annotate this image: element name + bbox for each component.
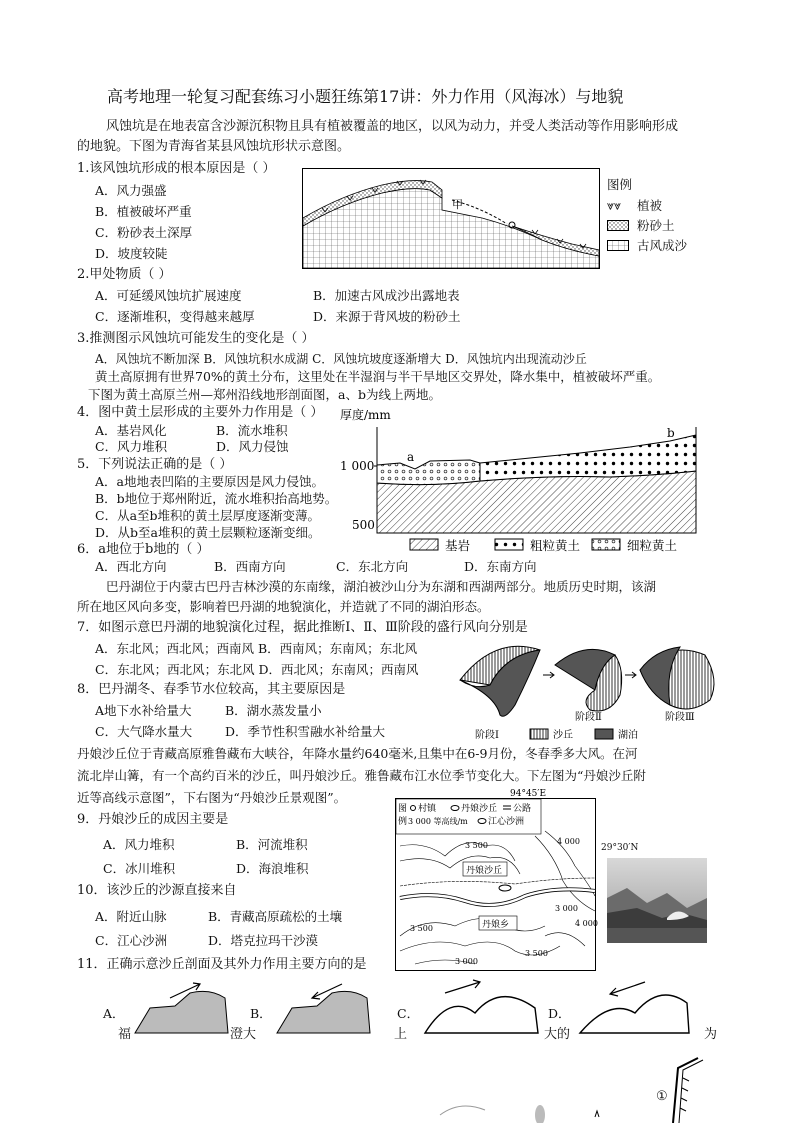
fig4-contour-label-3: 4 000 <box>575 919 598 928</box>
q4-option-b[interactable]: B．流水堆积 <box>216 423 288 438</box>
q5-option-a[interactable]: A．a地地表凹陷的主要原因是风力侵蚀。 <box>95 474 324 489</box>
fig4-label-village: 丹娘乡 <box>482 920 510 930</box>
q2-stem: 2.甲处物质（ ） <box>77 267 172 282</box>
fig2-legend-coarse: 粗粒黄土 <box>530 538 581 553</box>
fig2-tick-500: 500 <box>352 518 375 532</box>
q9-option-d[interactable]: D．海浪堆积 <box>236 861 309 876</box>
fig4-legend-village: 村镇 <box>418 804 437 814</box>
fig1-legend-sand: 古风成沙 <box>637 238 688 253</box>
fig2-ylabel: 厚度/mm <box>340 408 391 422</box>
q2-option-a[interactable]: A．可延缓风蚀坑扩展速度 <box>95 288 242 303</box>
q5-option-b[interactable]: B．b地位于郑州附近，流水堆积抬高地势。 <box>95 491 338 506</box>
fig4-latitude: 29°30′N <box>601 843 639 853</box>
q8-option-c[interactable]: C．大气降水量大 <box>95 724 193 739</box>
loess-profile-figure <box>330 405 720 555</box>
fig4-contour-label-5: 3 500 <box>525 949 548 958</box>
cutoff-fragment-2: 澄大 <box>230 1027 257 1042</box>
q9-stem: 9．丹娘沙丘的成因主要是 <box>77 812 229 827</box>
q5-option-d[interactable]: D．从b至a堆积的黄土层颗粒逐渐变细。 <box>95 525 321 540</box>
fig3-stage-3: 阶段Ⅲ <box>665 712 695 723</box>
q6-option-a[interactable]: A．西北方向 <box>95 559 167 574</box>
q11-option-d[interactable]: D． <box>548 1006 571 1021</box>
q8-option-b[interactable]: B．湖水蒸发量小 <box>225 703 322 718</box>
partial-bottom-figure <box>430 1085 630 1123</box>
fig4-legend-road: 公路 <box>513 804 532 814</box>
q7-options-line1[interactable]: A．东北风；西北风；西南风 B．西南风；东南风；东北风 <box>95 641 418 656</box>
fig4-label-dune: 丹娘沙丘 <box>466 866 503 876</box>
cutoff-fragment-1: 福 <box>118 1027 132 1042</box>
intro3-line1: 巴丹湖位于内蒙古巴丹吉林沙漠的东南缘，湖泊被沙山分为东湖和西湖两部分。地质历史时期，该湖 <box>106 579 657 594</box>
fig4-legend-contour: 3 000 等高线/m <box>408 817 468 826</box>
q4-option-a[interactable]: A．基岩风化 <box>95 423 167 438</box>
corner-mark: ① <box>656 1089 668 1104</box>
q2-option-c[interactable]: C．逐渐堆积，变得越来越厚 <box>95 309 255 324</box>
q6-option-b[interactable]: B．西南方向 <box>214 559 286 574</box>
intro4-line3: 近等高线示意图”，下右图为“丹娘沙丘景观图”。 <box>77 790 347 805</box>
fig4-contour-label-1: 3 500 <box>465 841 488 850</box>
q11-profile-d <box>575 978 700 1038</box>
q8-option-a[interactable]: A地下水补给量大 <box>95 703 192 718</box>
fig3-legend-dune: 沙丘 <box>553 730 573 741</box>
q11-option-a[interactable]: A． <box>103 1006 125 1021</box>
q10-option-b[interactable]: B．青藏高原疏松的土壤 <box>208 909 343 924</box>
q4-stem: 4．图中黄土层形成的主要外力作用是（ ） <box>77 405 324 420</box>
q4-option-d[interactable]: D．风力侵蚀 <box>216 439 289 454</box>
fig4-contour-label-4: 3 500 <box>410 924 433 933</box>
fig1-legend <box>607 176 717 256</box>
partial-cliff-figure <box>668 1058 718 1123</box>
lake-evolution-figure <box>455 635 725 745</box>
q10-stem: 10．该沙丘的沙源直接来自 <box>77 883 237 898</box>
q9-option-b[interactable]: B．河流堆积 <box>236 837 308 852</box>
q10-option-a[interactable]: A．附近山脉 <box>95 909 167 924</box>
q11-profile-b <box>272 978 387 1038</box>
q1-option-d[interactable]: D．坡度较陡 <box>95 246 168 261</box>
fig4-contour-label-7: 3 000 <box>555 904 578 913</box>
fig3-legend-lake: 湖泊 <box>618 730 638 741</box>
q10-option-c[interactable]: C．江心沙洲 <box>95 933 168 948</box>
q11-option-b[interactable]: B． <box>250 1006 272 1021</box>
contour-map-figure <box>395 786 600 972</box>
q1-option-a[interactable]: A．风力强盛 <box>95 183 167 198</box>
q11-profile-a <box>130 978 245 1038</box>
q10-option-d[interactable]: D．塔克拉玛干沙漠 <box>208 933 319 948</box>
q1-option-c[interactable]: C．粉砂表土深厚 <box>95 225 193 240</box>
intro4-line2: 流北岸山篝，有一个高约百米的沙丘，叫丹娘沙丘。雅鲁藏布江水位季节变化大。下左图为“丹娘沙丘附 <box>77 768 646 783</box>
fig4-contour-label-6: 3 000 <box>455 957 478 966</box>
fig1-legend-vegetation: 植被 <box>637 198 663 213</box>
fig1-legend-silt: 粉砂土 <box>637 218 675 233</box>
q6-option-d[interactable]: D．东南方向 <box>464 559 537 574</box>
cutoff-fragment-4: 大的 <box>544 1027 571 1042</box>
q9-option-c[interactable]: C．冰川堆积 <box>103 861 176 876</box>
q7-stem: 7．如图示意巴丹湖的地貌演化过程，据此推断Ⅰ、Ⅱ、Ⅲ阶段的盛行风向分别是 <box>77 620 528 635</box>
vegetation-icon: ⩔⩔ <box>607 198 622 213</box>
fig2-legend-fine: 细粒黄土 <box>627 538 678 553</box>
page-title: 高考地理一轮复习配套练习小题狂练第17讲：外力作用（风海冰）与地貌 <box>107 87 624 106</box>
cutoff-fragment-3: 上 <box>394 1027 408 1042</box>
fig1-jia-label: 甲 <box>452 198 463 211</box>
wind-erosion-pit-figure <box>302 168 600 269</box>
fig2-tick-1000: 1 000 <box>340 459 375 473</box>
q11-option-c[interactable]: C． <box>397 1006 420 1021</box>
fig4-legend-word-2: 例 <box>398 817 408 827</box>
q2-option-d[interactable]: D．来源于背风坡的粉砂土 <box>313 309 461 324</box>
fig4-legend-word-1: 图 <box>398 804 408 814</box>
fig4-longitude: 94°45′E <box>510 789 547 799</box>
intro2-line2: 下图为黄土高原兰州—郑州沿线地形剖面图，a、b为线上两地。 <box>88 387 441 402</box>
q3-stem: 3.推测图示风蚀坑可能发生的变化是（ ） <box>77 331 315 346</box>
intro4-line1: 丹娘沙丘位于青藏高原雅鲁藏布大峡谷，年降水量约640毫米,且集中在6-9月份，冬春季多大风。在河 <box>77 746 638 761</box>
q6-stem: 6．a地位于b地的（ ） <box>77 542 210 557</box>
dune-landscape-photo <box>607 858 707 943</box>
cutoff-fragment-5: 为 <box>704 1027 718 1042</box>
q9-option-a[interactable]: A．风力堆积 <box>103 837 175 852</box>
fig1-legend-title: 图例 <box>607 177 633 192</box>
q5-option-c[interactable]: C．从a至b堆积的黄土层厚度逐渐变薄。 <box>95 508 321 523</box>
q11-profile-c <box>420 978 545 1038</box>
intro3-line2: 所在地区风向多变，影响着巴丹湖的地貌演化，并造就了不同的湖泊形态。 <box>77 599 490 614</box>
fig3-stage-1: 阶段Ⅰ <box>475 730 499 741</box>
q11-stem: 11．正确示意沙丘剖面及其外力作用主要方向的是 <box>77 957 367 972</box>
fig2-point-b: b <box>667 426 675 440</box>
q1-option-b[interactable]: B．植被破坏严重 <box>95 204 192 219</box>
intro1-line2: 的地貌。下图为青海省某县风蚀坑形状示意图。 <box>77 139 351 154</box>
q1-stem: 1.该风蚀坑形成的根本原因是（ ） <box>77 161 276 176</box>
fig2-legend-bedrock: 基岩 <box>445 538 471 553</box>
fig4-contour-label-2: 4 000 <box>557 837 580 846</box>
q8-option-d[interactable]: D．季节性积雪融水补给量大 <box>225 724 386 739</box>
fig4-legend-sandbar: 江心沙洲 <box>488 817 525 827</box>
q6-option-c[interactable]: C．东北方向 <box>336 559 409 574</box>
q4-option-c[interactable]: C．风力堆积 <box>95 439 168 454</box>
fig2-point-a: a <box>407 450 415 464</box>
intro1-line1: 风蚀坑是在地表富含沙源沉积物且具有植被覆盖的地区，以风为动力，并受人类活动等作用影响形成 <box>106 119 679 134</box>
fig4-legend-dune: 丹娘沙丘 <box>461 804 498 814</box>
intro2-line1: 黄土高原拥有世界70%的黄土分布，这里处在半湿润与半干旱地区交界处，降水集中，植被破坏严重。 <box>95 369 661 384</box>
q2-option-b[interactable]: B．加速古风成沙出露地表 <box>313 288 460 303</box>
q7-options-line2[interactable]: C．东北风；西北风；东北风 D．西北风；东南风；西南风 <box>95 662 419 677</box>
fig3-stage-2: 阶段Ⅱ <box>575 712 602 723</box>
q5-stem: 5．下列说法正确的是（ ） <box>77 457 233 472</box>
q8-stem: 8．巴丹湖冬、春季节水位较高，其主要原因是 <box>77 682 346 697</box>
q3-options[interactable]: A．风蚀坑不断加深 B．风蚀坑积水成湖 C．风蚀坑坡度逐渐增大 D．风蚀坑内出现流动沙丘 <box>95 352 587 366</box>
